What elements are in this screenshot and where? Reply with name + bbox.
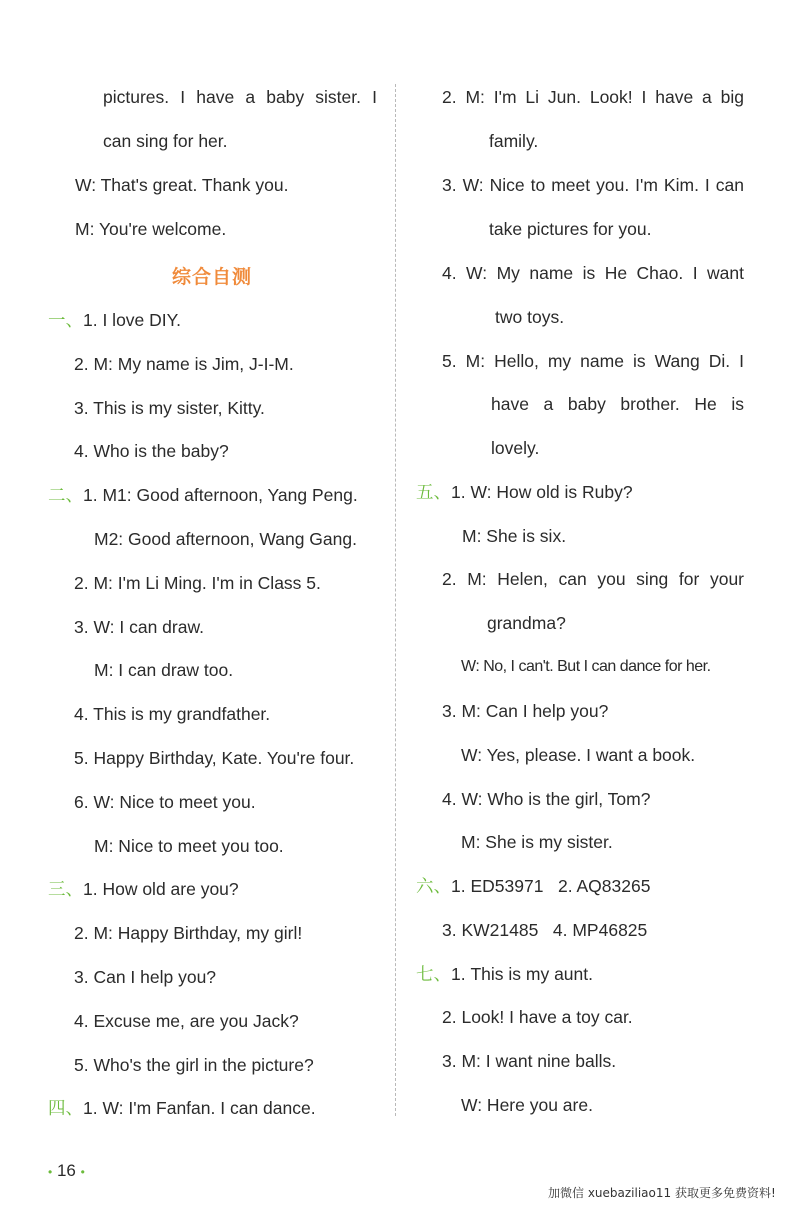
text-line: W: That's great. Thank you. <box>75 175 289 195</box>
leaf-dot-icon: • <box>80 1165 85 1179</box>
question-group-3 <box>48 878 239 900</box>
leaf-dot-icon: • <box>48 1165 53 1179</box>
text-line: 2. M: My name is Jim, J-I-M. <box>74 354 294 374</box>
text-line: 3. M: I want nine balls. <box>442 1051 617 1071</box>
text-line: 3. This is my sister, Kitty. <box>74 398 265 418</box>
text-line: M: Nice to meet you too. <box>94 836 284 856</box>
text-line: 1. W: How old is Ruby? <box>451 482 633 502</box>
text-line: 3. W: I can draw. <box>74 617 205 637</box>
section-title: 综合自测 <box>172 267 253 288</box>
text-line: 4. W: My name is He Chao. I want <box>442 263 744 283</box>
text-line: 1. How old are you? <box>83 879 239 899</box>
text-line: M: You're welcome. <box>75 219 227 239</box>
section-marker: 六、 <box>416 876 451 896</box>
text-line: 1. I love DIY. <box>83 310 181 330</box>
text-line: 1. ED53971 2. AQ83265 <box>451 876 651 896</box>
text-line: 3. Can I help you? <box>74 967 217 987</box>
text-line: M: She is six. <box>462 526 567 546</box>
text-line: grandma? <box>487 613 566 633</box>
question-group-5 <box>416 481 633 503</box>
text-line: 5. Happy Birthday, Kate. You're four. <box>74 748 355 768</box>
text-line: two toys. <box>495 307 565 327</box>
section-marker: 一、 <box>48 310 83 330</box>
text-line: pictures. I have a baby sister. I <box>103 87 377 107</box>
text-line: M: She is my sister. <box>461 832 613 852</box>
question-group-6 <box>416 875 650 897</box>
question-group-7 <box>416 963 593 985</box>
text-line: 4. W: Who is the girl, Tom? <box>442 789 651 809</box>
text-line: 2. M: I'm Li Ming. I'm in Class 5. <box>74 573 321 593</box>
question-group-2 <box>48 484 358 506</box>
text-line: W: No, I can't. But I can dance for her. <box>461 658 711 675</box>
text-line: 3. KW21485 4. MP46825 <box>442 920 648 940</box>
text-line: 4. Excuse me, are you Jack? <box>74 1011 299 1031</box>
section-marker: 二、 <box>48 485 83 505</box>
text-line: 4. Who is the baby? <box>74 441 229 461</box>
text-line: 1. W: I'm Fanfan. I can dance. <box>83 1098 316 1118</box>
text-line: M: I can draw too. <box>94 660 234 680</box>
text-line: 2. M: I'm Li Jun. Look! I have a big <box>442 87 744 107</box>
text-line: 5. Who's the girl in the picture? <box>74 1055 314 1075</box>
section-marker: 五、 <box>416 482 451 502</box>
text-line: 1. M1: Good afternoon, Yang Peng. <box>83 485 358 505</box>
text-line: 2. M: Helen, can you sing for your <box>442 569 744 589</box>
text-line: have a baby brother. He is <box>491 394 744 414</box>
section-marker: 七、 <box>416 964 451 984</box>
column-divider <box>395 84 396 1116</box>
text-line: 3. W: Nice to meet you. I'm Kim. I can <box>442 175 744 195</box>
text-line: 3. M: Can I help you? <box>442 701 609 721</box>
text-line: M2: Good afternoon, Wang Gang. <box>94 529 357 549</box>
text-line: 1. This is my aunt. <box>451 964 593 984</box>
text-line: W: Yes, please. I want a book. <box>461 745 696 765</box>
text-line: 5. M: Hello, my name is Wang Di. I <box>442 351 744 371</box>
question-group-4 <box>48 1097 316 1119</box>
text-line: can sing for her. <box>103 131 228 151</box>
section-marker: 四、 <box>48 1098 83 1118</box>
text-line: 2. Look! I have a toy car. <box>442 1007 633 1027</box>
page-number <box>48 1161 85 1181</box>
question-group-1 <box>48 309 181 331</box>
watermark: 加微信 xuebaziliao11 获取更多免费资料! <box>548 1186 776 1200</box>
text-line: W: Here you are. <box>461 1095 593 1115</box>
text-line: family. <box>489 131 539 151</box>
text-line: 4. This is my grandfather. <box>74 704 271 724</box>
text-line: 2. M: Happy Birthday, my girl! <box>74 923 303 943</box>
page-number-value: 16 <box>56 1161 76 1180</box>
section-marker: 三、 <box>48 879 83 899</box>
text-line: 6. W: Nice to meet you. <box>74 792 256 812</box>
text-line: lovely. <box>491 438 540 458</box>
text-line: take pictures for you. <box>489 219 652 239</box>
